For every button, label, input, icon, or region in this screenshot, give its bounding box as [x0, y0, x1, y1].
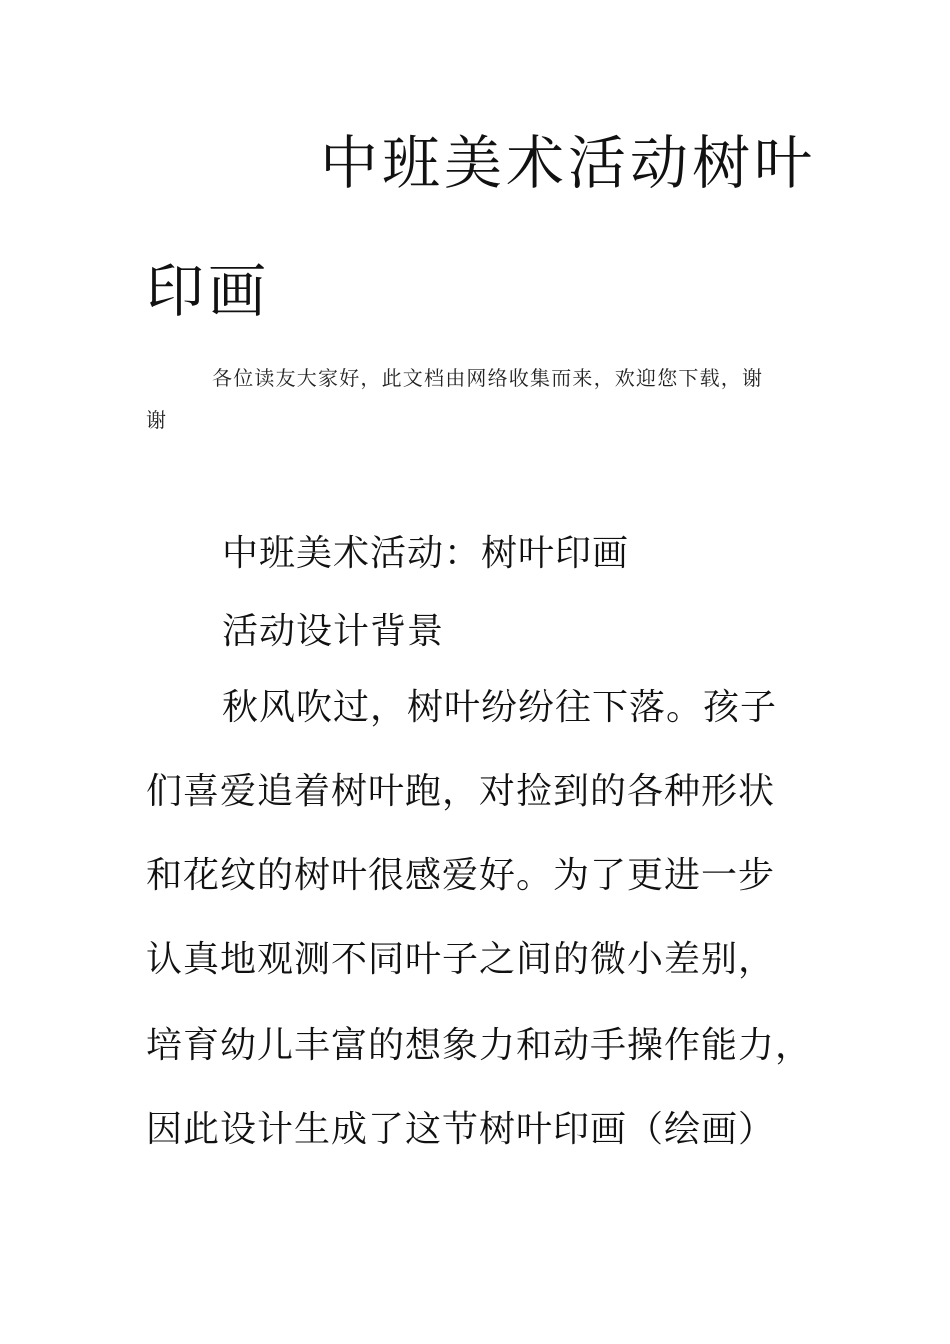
paragraph-line: 认真地观测不同叶子之间的微小差别，: [146, 939, 776, 980]
paragraph-line: 培育幼儿丰富的想象力和动手操作能力，: [146, 1025, 813, 1066]
paragraph-line: 和花纹的树叶很感爱好。为了更进一步: [146, 855, 776, 896]
paragraph-line: 因此设计生成了这节树叶印画（绘画）: [146, 1109, 776, 1150]
document-title-line-2: 印画: [146, 257, 271, 325]
section-heading-background: 活动设计背景: [222, 611, 445, 652]
paragraph-line: 们喜爱追着树叶跑，对捡到的各种形状: [146, 771, 776, 812]
document-title-line-1: 中班美术活动树叶: [320, 129, 817, 197]
activity-heading: 中班美术活动：树叶印画: [222, 533, 630, 574]
download-note-line-1: 各位读友大家好，此文档由网络收集而来，欢迎您下载，谢: [212, 366, 764, 390]
download-note-line-2: 谢: [146, 408, 166, 432]
paragraph-line: 秋风吹过，树叶纷纷往下落。孩子: [222, 687, 778, 728]
